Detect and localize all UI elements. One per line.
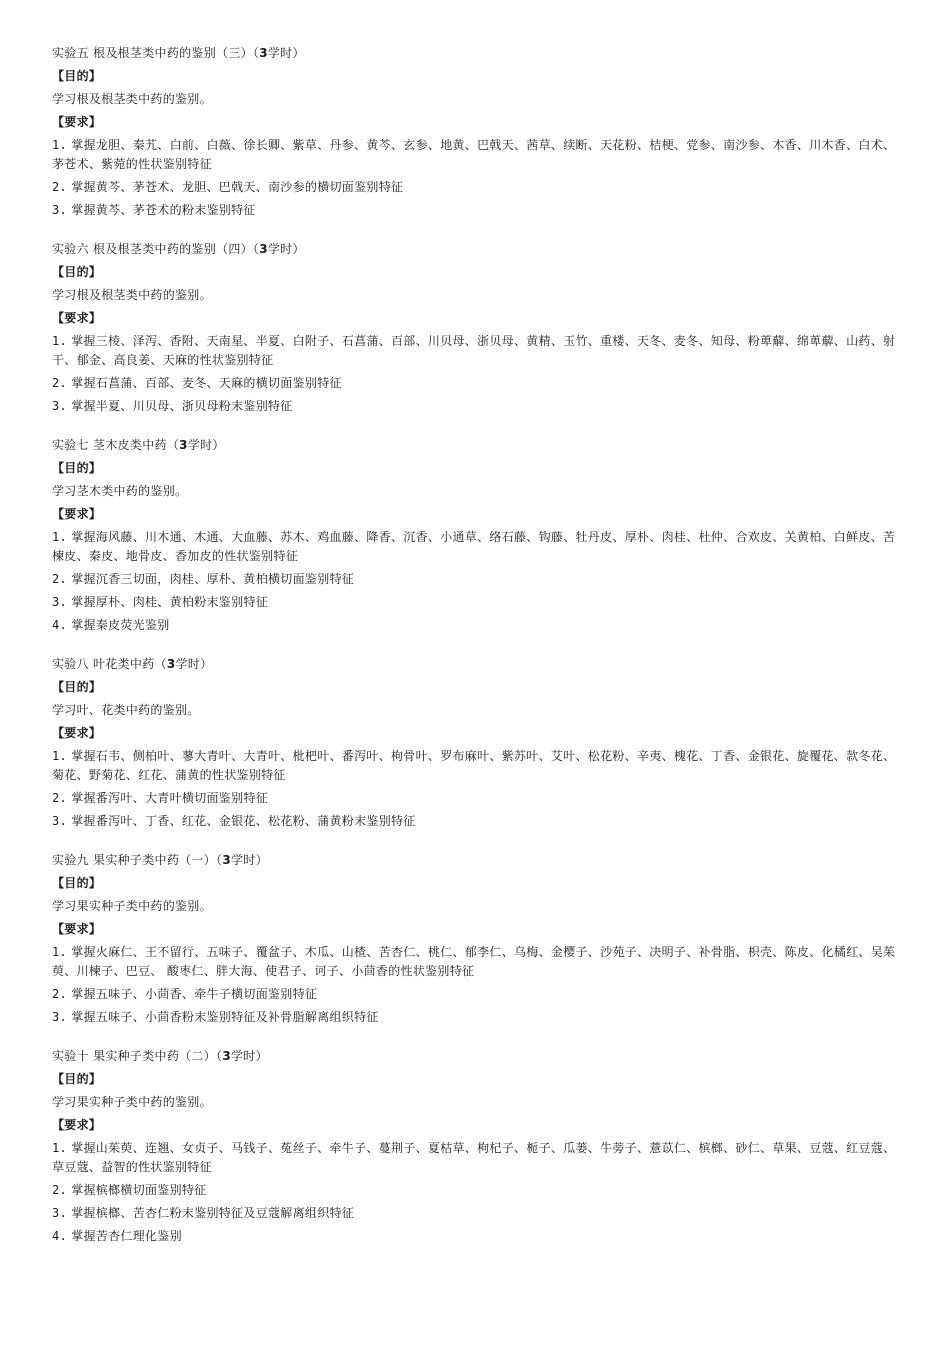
requirements-heading: 【要求】 — [52, 311, 102, 325]
requirements-heading: 【要求】 — [52, 115, 102, 129]
requirement-index: 1. — [52, 749, 68, 763]
requirement-index: 1. — [52, 945, 68, 959]
section-title — [52, 851, 897, 870]
section-title — [52, 655, 897, 674]
requirement-text: 掌握半夏、川贝母、浙贝母粉末鉴别特征 — [71, 399, 293, 413]
requirements-heading: 【要求】 — [52, 726, 102, 740]
requirement-text: 掌握秦皮荧光鉴别 — [71, 618, 170, 632]
requirements-heading: 【要求】 — [52, 507, 102, 521]
requirement-index: 3. — [52, 1010, 68, 1024]
requirement-item — [52, 528, 897, 566]
requirement-text: 掌握黄芩、茅苍术的粉末鉴别特征 — [71, 203, 256, 217]
requirement-item — [52, 178, 897, 197]
requirement-item — [52, 136, 897, 174]
requirement-item — [52, 943, 897, 981]
requirement-text: 掌握石菖蒲、百部、麦冬、天麻的横切面鉴别特征 — [71, 376, 342, 390]
experiment-section — [52, 240, 897, 416]
requirement-text: 掌握槟榔、苦杏仁粉末鉴别特征及豆蔻解离组织特征 — [71, 1206, 355, 1220]
section-title-text: 实验八 叶花类中药（ — [52, 657, 167, 671]
requirements-heading: 【要求】 — [52, 1118, 102, 1132]
section-hours-number: 3 — [222, 853, 231, 867]
purpose-heading: 【目的】 — [52, 876, 102, 890]
section-hours-number: 3 — [166, 657, 176, 671]
requirement-text: 掌握番泻叶、丁香、红花、金银花、松花粉、蒲黄粉末鉴别特征 — [71, 814, 416, 828]
section-hours-unit: 学时） — [175, 657, 213, 671]
requirement-index: 1. — [52, 138, 68, 152]
requirement-text: 掌握山茱萸、连翘、女贞子、马钱子、菟丝子、牵牛子、蔓荆子、夏枯草、枸杞子、栀子、瓜蒌、牛蒡子、薏苡仁、槟榔、砂仁、草果、豆蔻、红豆蔻、草豆蔻、益智的性状鉴别特征 — [52, 1141, 896, 1174]
requirement-item — [52, 374, 897, 393]
requirement-item — [52, 1181, 897, 1200]
section-hours-number: 3 — [179, 438, 188, 452]
purpose-text: 学习叶、花类中药的鉴别。 — [52, 703, 200, 717]
requirement-item — [52, 812, 897, 831]
requirement-text: 掌握苦杏仁理化鉴别 — [71, 1229, 182, 1243]
section-title — [52, 436, 897, 455]
section-hours-number: 3 — [259, 242, 268, 256]
purpose-heading: 【目的】 — [52, 69, 102, 83]
section-title-text: 实验九 果实种子类中药（一）（ — [52, 853, 223, 867]
section-title — [52, 240, 897, 259]
requirement-index: 2. — [52, 376, 68, 390]
requirement-item — [52, 1227, 897, 1246]
requirement-index: 3. — [52, 814, 68, 828]
requirement-index: 2. — [52, 572, 68, 586]
purpose-heading: 【目的】 — [52, 265, 102, 279]
document-page — [52, 44, 897, 1266]
purpose-text: 学习茎木类中药的鉴别。 — [52, 484, 188, 498]
requirement-item — [52, 616, 897, 635]
requirement-index: 3. — [52, 399, 68, 413]
requirement-item — [52, 570, 897, 589]
section-title-text: 实验五 根及根茎类中药的鉴别（三）（ — [52, 46, 260, 60]
requirement-index: 3. — [52, 203, 68, 217]
purpose-text: 学习根及根茎类中药的鉴别。 — [52, 288, 212, 302]
requirement-text: 掌握五味子、小茴香粉末鉴别特征及补骨脂解离组织特征 — [71, 1010, 379, 1024]
requirement-text: 掌握龙胆、秦艽、白前、白薇、徐长卿、紫草、丹参、黄芩、玄参、地黄、巴戟天、茜草、续断、天花粉、桔梗、党参、南沙参、木香、川木香、白术、茅苍术、紫菀的性状鉴别特征 — [52, 138, 896, 171]
requirement-item — [52, 747, 897, 785]
section-hours-unit: 学时） — [230, 853, 268, 867]
requirement-index: 3. — [52, 1206, 68, 1220]
requirement-text: 掌握三棱、泽泻、香附、天南星、半夏、白附子、石菖蒲、百部、川贝母、浙贝母、黄精、玉竹、重楼、天冬、麦冬、知母、粉萆薢、绵萆薢、山药、射干、郁金、高良姜、天麻的性状鉴别特征 — [52, 334, 896, 367]
requirement-item — [52, 1204, 897, 1223]
section-hours-unit: 学时） — [267, 242, 305, 256]
purpose-heading: 【目的】 — [52, 680, 102, 694]
section-title — [52, 44, 897, 63]
section-hours-unit: 学时） — [187, 438, 225, 452]
section-hours-number: 3 — [259, 46, 268, 60]
requirement-text: 掌握石韦、侧柏叶、蓼大青叶、大青叶、枇杷叶、番泻叶、枸骨叶、罗布麻叶、紫苏叶、艾叶、松花粉、辛夷、槐花、丁香、金银花、旋覆花、款冬花、菊花、野菊花、红花、蒲黄的性状鉴别特征 — [52, 749, 896, 782]
requirement-text: 掌握槟榔横切面鉴别特征 — [71, 1183, 207, 1197]
experiment-section — [52, 655, 897, 831]
requirement-index: 4. — [52, 618, 68, 632]
requirement-item — [52, 1008, 897, 1027]
section-title-text: 实验十 果实种子类中药（二）（ — [52, 1049, 223, 1063]
requirements-heading: 【要求】 — [52, 922, 102, 936]
experiment-section — [52, 44, 897, 220]
requirement-index: 1. — [52, 530, 68, 544]
requirement-index: 4. — [52, 1229, 68, 1243]
section-hours-number: 3 — [222, 1049, 231, 1063]
requirement-text: 掌握海风藤、川木通、木通、大血藤、苏木、鸡血藤、降香、沉香、小通草、络石藤、钩藤、牡丹皮、厚朴、肉桂、杜仲、合欢皮、关黄柏、白鲜皮、苦楝皮、秦皮、地骨皮、香加皮的性状鉴别特征 — [52, 530, 896, 563]
requirement-item — [52, 1139, 897, 1177]
requirement-item — [52, 201, 897, 220]
requirement-text: 掌握番泻叶、大青叶横切面鉴别特征 — [71, 791, 268, 805]
requirement-index: 1. — [52, 334, 68, 348]
experiment-section — [52, 851, 897, 1027]
purpose-heading: 【目的】 — [52, 1072, 102, 1086]
requirement-index: 2. — [52, 791, 68, 805]
requirement-text: 掌握火麻仁、王不留行、五味子、覆盆子、木瓜、山楂、苦杏仁、桃仁、郁李仁、乌梅、金樱子、沙苑子、决明子、补骨脂、枳壳、陈皮、化橘红、吴茱萸、川楝子、巴豆、 酸枣仁、胖大海、使君子、诃子、小茴香的性状鉴别特征 — [52, 945, 896, 978]
requirement-text: 掌握厚朴、肉桂、黄柏粉末鉴别特征 — [71, 595, 268, 609]
section-title — [52, 1047, 897, 1066]
requirement-text: 掌握黄芩、茅苍术、龙胆、巴戟天、南沙参的横切面鉴别特征 — [71, 180, 404, 194]
requirement-index: 2. — [52, 180, 68, 194]
section-hours-unit: 学时） — [230, 1049, 268, 1063]
experiment-section — [52, 436, 897, 635]
requirement-item — [52, 332, 897, 370]
section-hours-unit: 学时） — [267, 46, 305, 60]
requirement-text: 掌握沉香三切面，肉桂、厚朴、黄柏横切面鉴别特征 — [71, 572, 355, 586]
purpose-heading: 【目的】 — [52, 461, 102, 475]
requirement-index: 2. — [52, 987, 68, 1001]
purpose-text: 学习果实种子类中药的鉴别。 — [52, 899, 212, 913]
requirement-item — [52, 985, 897, 1004]
purpose-text: 学习果实种子类中药的鉴别。 — [52, 1095, 212, 1109]
experiment-section — [52, 1047, 897, 1246]
requirement-item — [52, 397, 897, 416]
section-title-text: 实验六 根及根茎类中药的鉴别（四）（ — [52, 242, 260, 256]
section-title-text: 实验七 茎木皮类中药（ — [52, 438, 180, 452]
requirement-item — [52, 593, 897, 612]
purpose-text: 学习根及根茎类中药的鉴别。 — [52, 92, 212, 106]
requirement-item — [52, 789, 897, 808]
requirement-index: 3. — [52, 595, 68, 609]
requirement-text: 掌握五味子、小茴香、牵牛子横切面鉴别特征 — [71, 987, 318, 1001]
requirement-index: 2. — [52, 1183, 68, 1197]
requirement-index: 1. — [52, 1141, 68, 1155]
